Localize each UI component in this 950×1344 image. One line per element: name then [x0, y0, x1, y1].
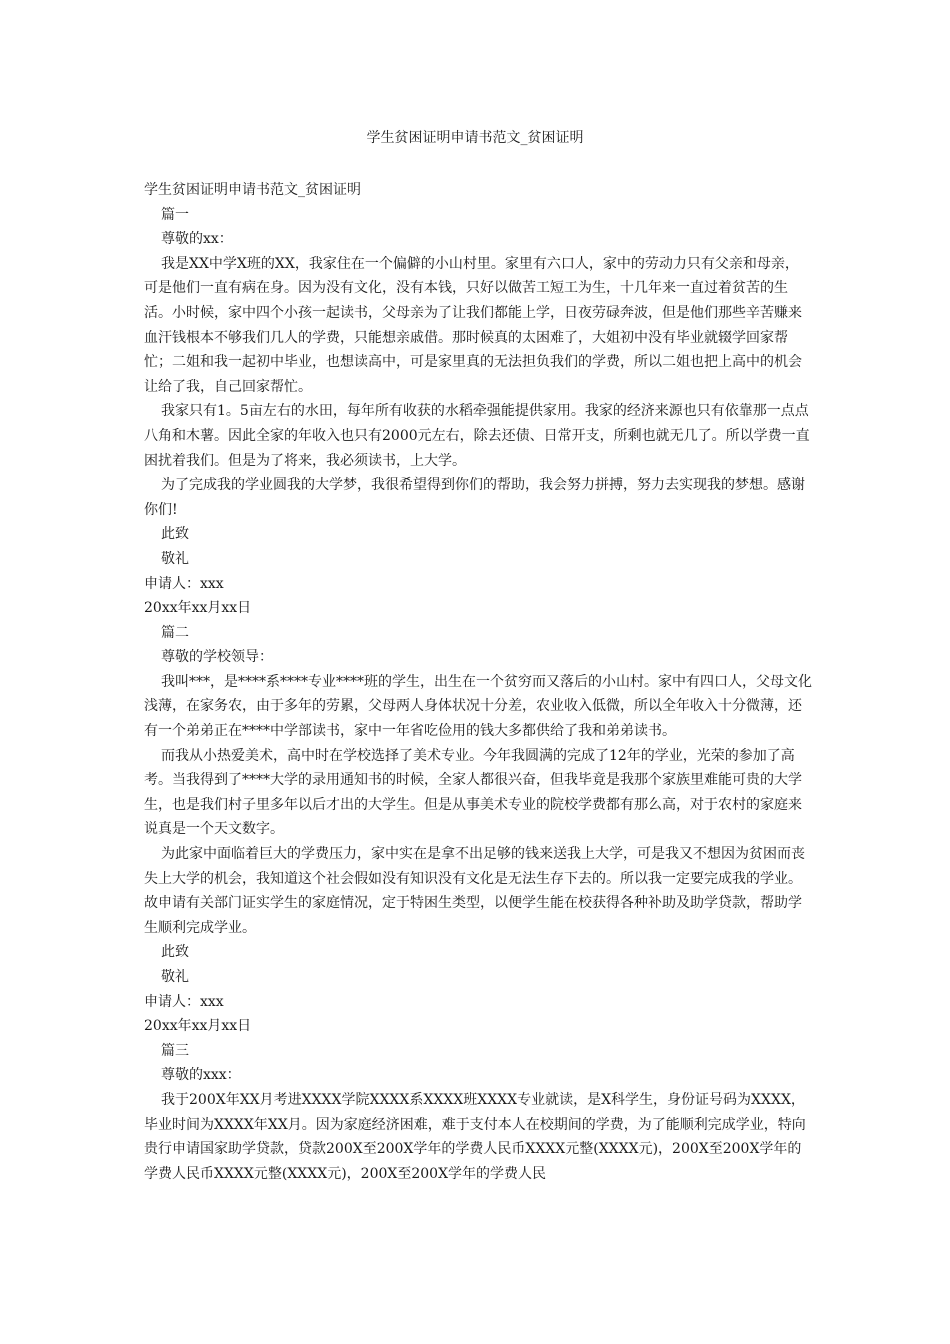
paragraph: 尊敬的xxx：: [161, 1067, 241, 1084]
document-body: [144, 178, 812, 1186]
paragraph: 申请人：xxx: [144, 993, 224, 1010]
paragraph: 此致: [161, 944, 189, 961]
paragraph: 尊敬的xx：: [161, 231, 233, 248]
paragraph: 篇三: [161, 1042, 189, 1059]
paragraph: 我家只有1。5亩左右的水田，每年所有收获的水稻牵强能提供家用。我家的经济来源也只有依靠那一点点八角和木薯。因此全家的年收入也只有2000元左右，除去还债、日常开支，所剩也就无几了。所以学费一直困扰着我们。但是为了将来，我必须读书，上大学。: [144, 403, 810, 469]
paragraph: 篇一: [161, 206, 189, 223]
paragraph: 我是XX中学X班的XX，我家住在一个偏僻的小山村里。家里有六口人，家中的劳动力只有父亲和母亲，可是他们一直有病在身。因为没有文化，没有本钱，只好以做苦工短工为生，十几年来一直过着贫苦的生活。小时候，家中四个小孩一起读书，父母亲为了让我们都能上学，日夜劳碌奔波，但是他们那些辛苦赚来血汗钱根本不够我们几人的学费，只能想亲戚借。那时候真的太困难了，大姐初中没有毕业就辍学回家帮忙；二姐和我一起初中毕业，也想读高中，可是家里真的无法担负我们的学费，所以二姐也把上高中的机会让给了我，自己回家帮忙。: [144, 255, 802, 395]
paragraph: 篇二: [161, 624, 189, 641]
paragraph: 20xx年xx月xx日: [144, 1018, 252, 1035]
paragraph: 此致: [161, 526, 189, 543]
paragraph: 敬礼: [161, 550, 189, 567]
paragraph: 20xx年xx月xx日: [144, 600, 252, 617]
paragraph: 尊敬的学校领导：: [161, 649, 273, 666]
paragraph: 学生贫困证明申请书范文_贫困证明: [144, 182, 361, 198]
paragraph: 我于200X年XX月考进XXXX学院XXXX系XXXX班XXXX专业就读，是X科学生，身份证号码为XXXX，毕业时间为XXXX年XX月。因为家庭经济困难，难于支付本人在校期间的学费，为了能顺利完成学业，特向贵行申请国家助学贷款，贷款200X至200X学年的学费人民币XXXX元整(XXXX元)，200X至200X学年的学费人民币XXXX元整(XXXX元)，200X至200X学年的学费人民: [144, 1091, 806, 1182]
paragraph: 申请人：xxx: [144, 575, 224, 592]
paragraph: 为了完成我的学业圆我的大学梦，我很希望得到你们的帮助，我会努力拼搏，努力去实现我的梦想。感谢你们!: [144, 477, 805, 518]
paragraph: 而我从小热爱美术，高中时在学校选择了美术专业。今年我圆满的完成了12年的学业，光荣的参加了高考。当我得到了****大学的录用通知书的时候，全家人都很兴奋，但我毕竟是我那个家族里难能可贵的大学生，也是我们村子里多年以后才出的大学生。但是从事美术专业的院校学费都有那么高，对于农村的家庭来说真是一个天文数字。: [144, 747, 802, 838]
paragraph: 我叫***，是****系****专业****班的学生，出生在一个贫穷而又落后的小山村。家中有四口人，父母文化浅薄，在家务农，由于多年的劳累，父母两人身体状况十分差，农业收入低微，所以全年收入十分微薄，还有一个弟弟正在****中学部读书，家中一年省吃俭用的钱大多都供给了我和弟弟读书。: [144, 673, 812, 740]
paragraph: 敬礼: [161, 969, 189, 985]
paragraph: 为此家中面临着巨大的学费压力，家中实在是拿不出足够的钱来送我上大学，可是我又不想因为贫困而丧失上大学的机会，我知道这个社会假如没有知识没有文化是无法生存下去的。所以我一定要完成我的学业。故申请有关部门证实学生的家庭情况，定于特困生类型，以便学生能在校获得各种补助及助学贷款，帮助学生顺利完成学业。: [144, 846, 805, 936]
document-title: 学生贫困证明申请书范文_贫困证明: [366, 130, 584, 146]
